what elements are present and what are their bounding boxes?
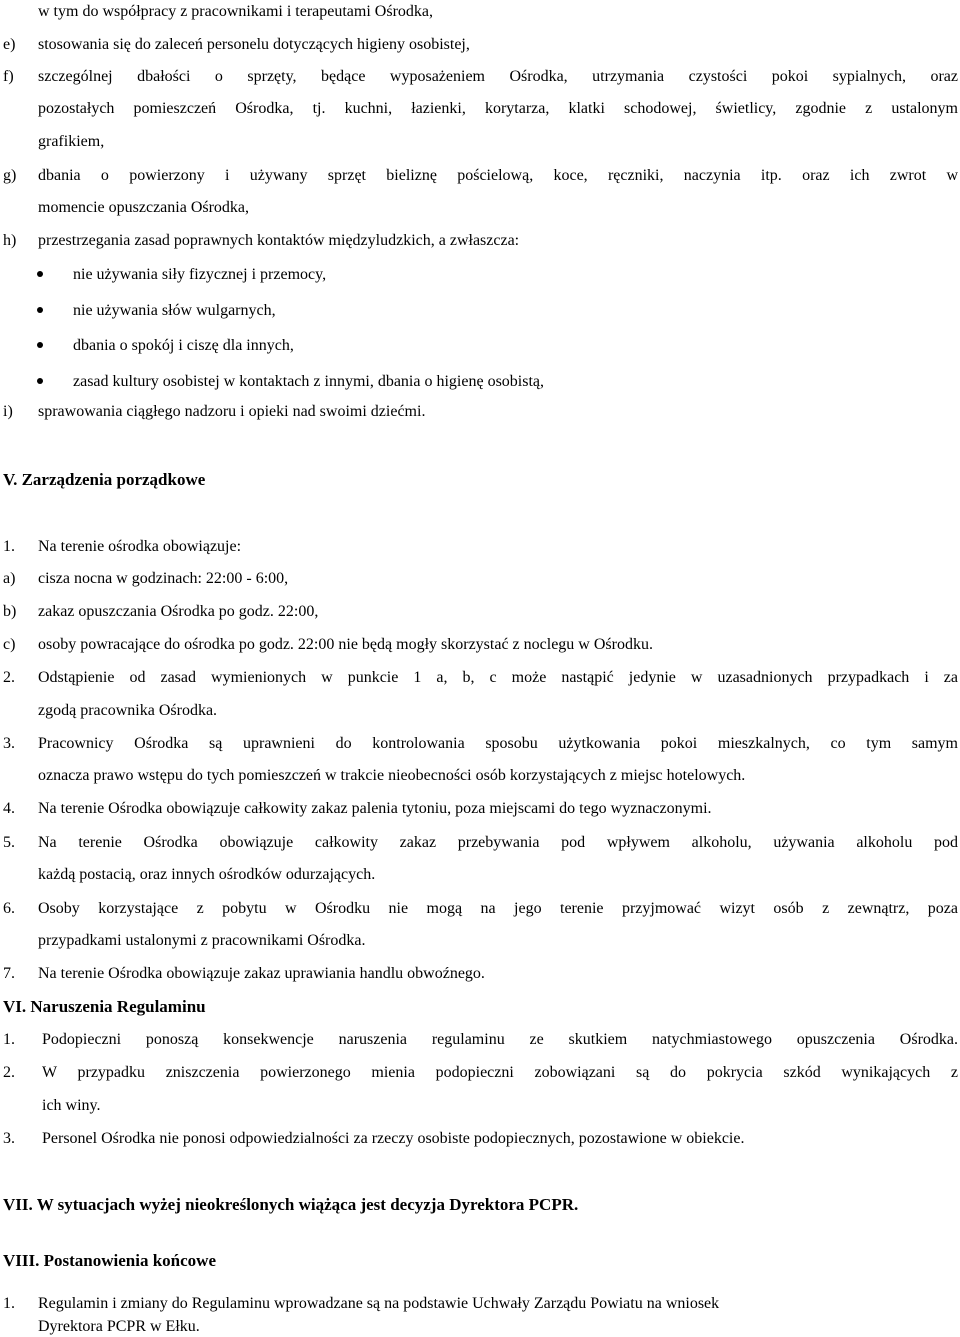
v-a-text: cisza nocna w godzinach: 22:00 - 6:00,	[38, 570, 289, 587]
v-2-label: 2.	[3, 669, 15, 686]
item-i-text: sprawowania ciągłego nadzoru i opieki nad swoimi dziećmi.	[38, 403, 426, 420]
v-3-label: 3.	[3, 735, 15, 752]
v-3-line-1: Pracownicy Ośrodka są uprawnieni do kontrolowania sposobu użytkowania pokoi mieszkalnych, co tym samym	[38, 735, 958, 752]
viii-1-label: 1.	[3, 1295, 15, 1312]
vi-3-text: Personel Ośrodka nie ponosi odpowiedzialności za rzeczy osobiste podopiecznych, pozostawione w obiekcie.	[42, 1130, 745, 1147]
bullet-item: dbania o spokój i ciszę dla innych,	[73, 337, 294, 354]
v-1-text: Na terenie ośrodka obowiązuje:	[38, 538, 242, 555]
bullet-item: zasad kultury osobistej w kontaktach z innymi, dbania o higienę osobistą,	[73, 373, 545, 390]
v-b-label: b)	[3, 603, 17, 620]
item-f-line-2: pozostałych pomieszczeń Ośrodka, tj. kuchni, łazienki, korytarza, klatki schodowej, świetlicy, zgodnie z ustalonym	[38, 100, 958, 117]
v-4-text: Na terenie Ośrodka obowiązuje całkowity zakaz palenia tytoniu, poza miejscami do tego wyznaczonymi.	[38, 800, 712, 817]
vi-2-line-1: W przypadku zniszczenia powierzonego mienia podopieczni zobowiązani są do pokrycia szkód wynikających z	[42, 1064, 958, 1081]
v-7-text: Na terenie Ośrodka obowiązuje zakaz uprawiania handlu obwoźnego.	[38, 965, 485, 982]
v-b-text: zakaz opuszczania Ośrodka po godz. 22:00,	[38, 603, 319, 620]
bullet-icon	[37, 378, 43, 384]
bullet-item: nie używania słów wulgarnych,	[73, 302, 276, 319]
item-f-label: f)	[3, 68, 14, 85]
v-6-line-2: przypadkami ustalonymi z pracownikami Ośrodka.	[38, 932, 366, 949]
item-i-label: i)	[3, 403, 13, 420]
v-2-line-1: Odstąpienie od zasad wymienionych w punkcie 1 a, b, c może nastąpić jedynie w uzasadnionych przypadkach i za	[38, 669, 958, 686]
section-vii-heading: VII. W sytuacjach wyżej nieokreślonych wiążąca jest decyzja Dyrektora PCPR.	[3, 1195, 579, 1214]
v-2-line-2: zgodą pracownika Ośrodka.	[38, 702, 218, 719]
v-c-label: c)	[3, 636, 16, 653]
item-g-label: g)	[3, 167, 17, 184]
v-5-label: 5.	[3, 834, 15, 851]
section-viii-heading: VIII. Postanowienia końcowe	[3, 1251, 216, 1270]
v-5-line-1: Na terenie Ośrodka obowiązuje całkowity zakaz przebywania pod wpływem alkoholu, używania alkoholu pod	[38, 834, 958, 851]
bullet-icon	[37, 307, 43, 313]
item-g-line-2: momencie opuszczania Ośrodka,	[38, 199, 250, 216]
vi-3-label: 3.	[3, 1130, 15, 1147]
item-h-text: przestrzegania zasad poprawnych kontaktów międzyludzkich, a zwłaszcza:	[38, 232, 520, 249]
bullet-icon	[37, 342, 43, 348]
v-3-line-2: oznacza prawo wstępu do tych pomieszczeń w trakcie nieobecności osób korzystających z miejsc hotelowych.	[38, 767, 746, 784]
v-6-line-1: Osoby korzystające z pobytu w Ośrodku nie mogą na jego terenie przyjmować wizyt osób z zewnątrz, poza	[38, 900, 958, 917]
viii-1-line-2: Dyrektora PCPR w Ełku.	[38, 1318, 200, 1335]
bullet-icon	[37, 271, 43, 277]
vi-1-label: 1.	[3, 1031, 15, 1048]
v-1-label: 1.	[3, 538, 15, 555]
v-c-text: osoby powracające do ośrodka po godz. 22:00 nie będą mogły skorzystać z noclegu w Ośrodku.	[38, 636, 653, 653]
v-a-label: a)	[3, 570, 16, 587]
item-e-text: stosowania się do zaleceń personelu dotyczących higieny osobistej,	[38, 36, 470, 53]
v-5-line-2: każdą postacią, oraz innych ośrodków odurzających.	[38, 866, 376, 883]
bullet-item: nie używania siły fizycznej i przemocy,	[73, 266, 327, 283]
v-4-label: 4.	[3, 800, 15, 817]
vi-1-text: Podopieczni ponoszą konsekwencje naruszenia regulaminu ze skutkiem natychmiastowego opuszczenia Ośrodka.	[42, 1031, 958, 1048]
item-e-label: e)	[3, 36, 16, 53]
item-f-line-1: szczególnej dbałości o sprzęty, będące wyposażeniem Ośrodka, utrzymania czystości pokoi sypialnych, oraz	[38, 68, 958, 85]
v-6-label: 6.	[3, 900, 15, 917]
section-vi-heading: VI. Naruszenia Regulaminu	[3, 997, 206, 1016]
item-h-label: h)	[3, 232, 17, 249]
section-v-heading: V. Zarządzenia porządkowe	[3, 470, 206, 489]
item-f-line-3: grafikiem,	[38, 133, 105, 150]
viii-1-line-1: Regulamin i zmiany do Regulaminu wprowadzane są na podstawie Uchwały Zarządu Powiatu na wniosek	[38, 1295, 720, 1312]
item-g-line-1: dbania o powierzony i używany sprzęt bieliznę pościelową, koce, ręczniki, naczynia itp. oraz ich zwrot w	[38, 167, 958, 184]
vi-2-label: 2.	[3, 1064, 15, 1081]
item-d-continuation: w tym do współpracy z pracownikami i terapeutami Ośrodka,	[38, 3, 433, 20]
vi-2-line-2: ich winy.	[42, 1097, 101, 1114]
v-7-label: 7.	[3, 965, 15, 982]
